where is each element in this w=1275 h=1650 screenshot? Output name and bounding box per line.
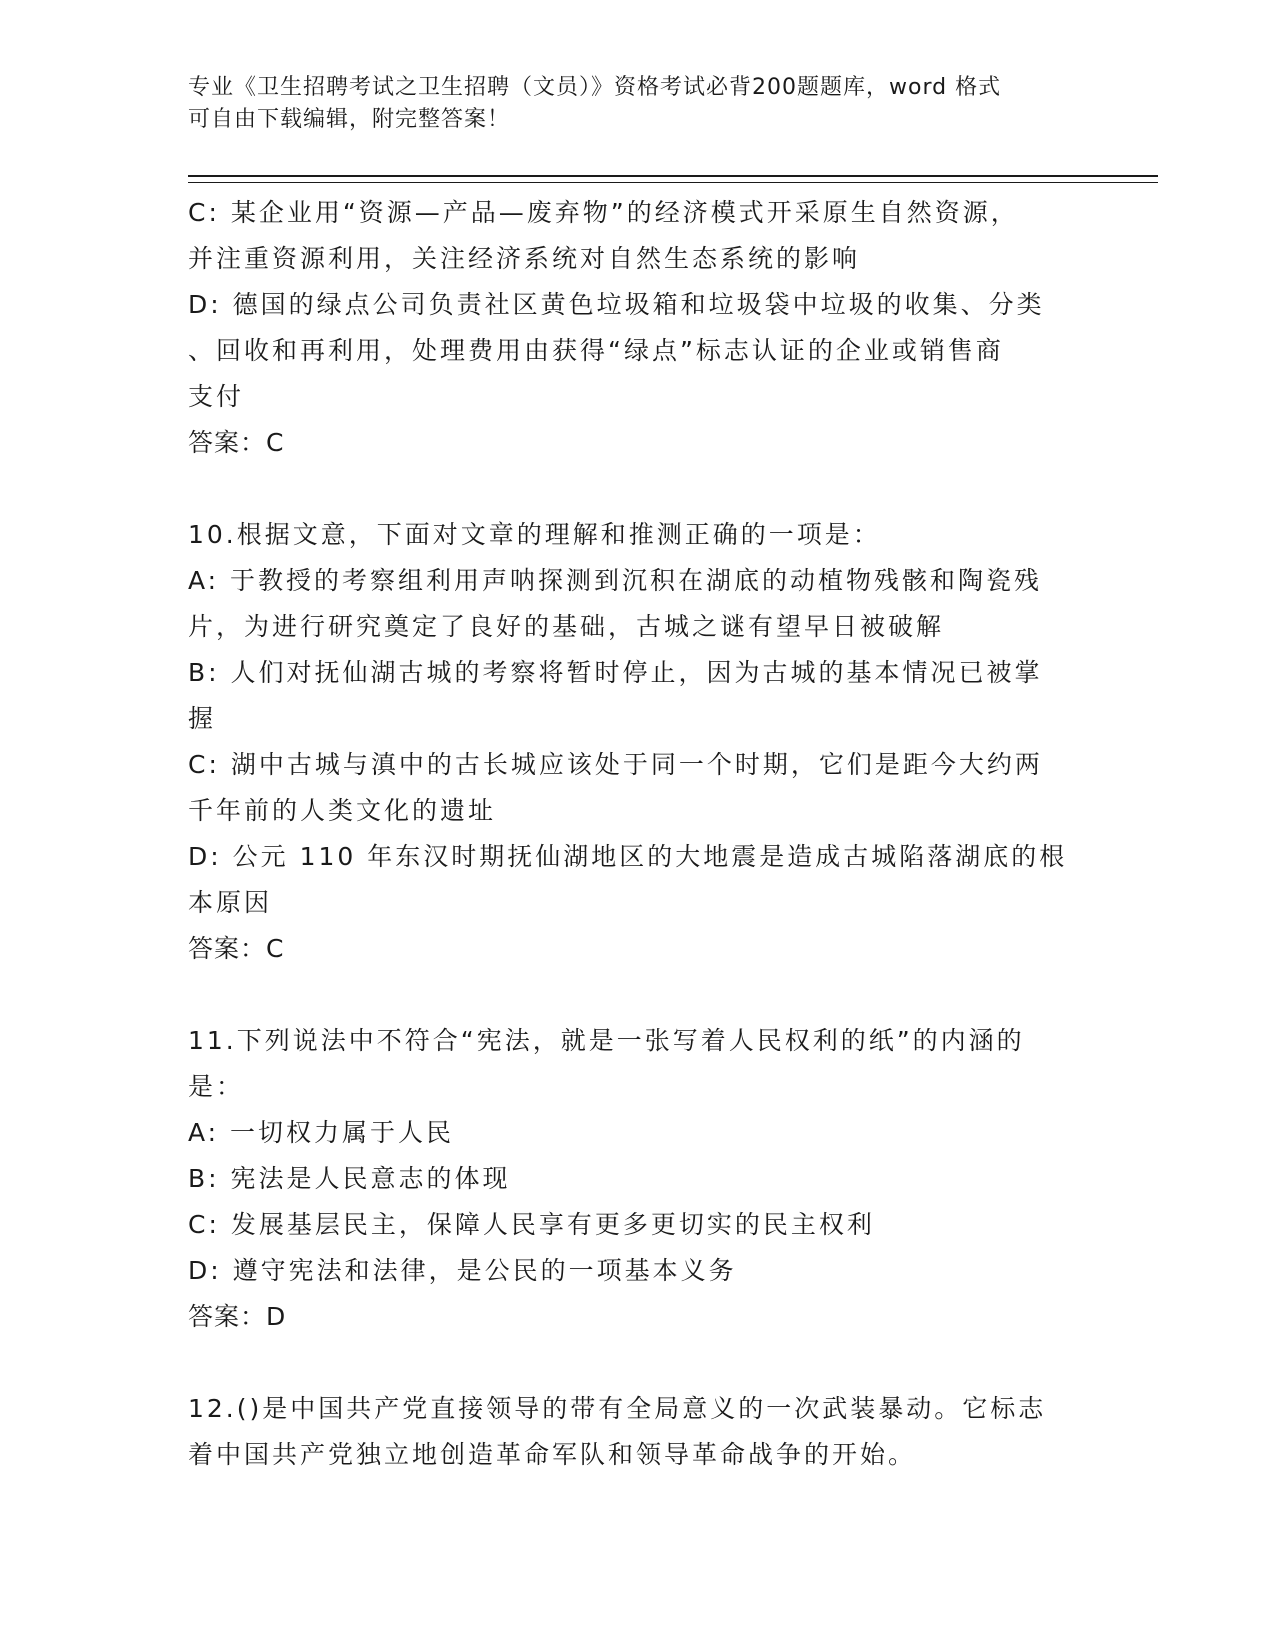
q11-option-c: C: 发展基层民主，保障人民享有更多更切实的民主权利 xyxy=(188,1210,875,1239)
q10-option-c-line-1: C: 湖中古城与滇中的古长城应该处于同一个时期，它们是距今大约两 xyxy=(188,750,1043,779)
spacer xyxy=(188,1340,1088,1386)
q12-question-line-2: 着中国共产党独立地创造革命军队和领导革命战争的开始。 xyxy=(188,1440,917,1469)
q10-question-text: 10.根据文意，下面对文章的理解和推测正确的一项是： xyxy=(188,520,881,549)
header-divider-thin xyxy=(188,182,1158,183)
q11-option-d: D: 遵守宪法和法律，是公民的一项基本义务 xyxy=(188,1256,737,1285)
q10-option-c-line-2: 千年前的人类文化的遗址 xyxy=(188,796,497,825)
document-header xyxy=(188,72,1068,136)
q10-option-b-line-2: 握 xyxy=(188,704,217,733)
q9-option-d-line-3: 支付 xyxy=(188,382,245,411)
header-divider-thick xyxy=(188,175,1158,177)
q11-question-line-2: 是： xyxy=(188,1072,245,1101)
q11-answer: 答案：D xyxy=(188,1302,287,1331)
spacer xyxy=(188,972,1088,1018)
q9-option-c-line-2: 并注重资源利用，关注经济系统对自然生态系统的影响 xyxy=(188,244,861,273)
q9-option-d-line-1: D: 德国的绿点公司负责社区黄色垃圾箱和垃圾袋中垃圾的收集、分类 xyxy=(188,290,1045,319)
question-9-continued xyxy=(188,190,1088,466)
q10-option-d-line-2: 本原因 xyxy=(188,888,273,917)
header-line-1: 专业《卫生招聘考试之卫生招聘（文员）》资格考试必背200题题库，word 格式 xyxy=(188,75,1002,100)
q9-option-c-line-1: C: 某企业用“资源—产品—废弃物”的经济模式开采原生自然资源， xyxy=(188,198,1019,227)
question-content xyxy=(188,190,1088,1478)
q9-option-d-line-2: 、回收和再利用，处理费用由获得“绿点”标志认证的企业或销售商 xyxy=(188,336,1004,365)
q11-option-a: A: 一切权力属于人民 xyxy=(188,1118,455,1147)
q10-answer: 答案：C xyxy=(188,934,285,963)
question-11 xyxy=(188,1018,1088,1340)
q12-question-line-1: 12.()是中国共产党直接领导的带有全局意义的一次武装暴动。它标志 xyxy=(188,1394,1047,1423)
q11-option-b: B: 宪法是人民意志的体现 xyxy=(188,1164,511,1193)
q10-option-b-line-1: B: 人们对抚仙湖古城的考察将暂时停止，因为古城的基本情况已被掌 xyxy=(188,658,1043,687)
q11-question-line-1: 11.下列说法中不符合“宪法，就是一张写着人民权利的纸”的内涵的 xyxy=(188,1026,1025,1055)
header-line-2: 可自由下载编辑，附完整答案！ xyxy=(188,107,511,132)
question-12 xyxy=(188,1386,1088,1478)
q10-option-a-line-2: 片，为进行研究奠定了良好的基础，古城之谜有望早日被破解 xyxy=(188,612,945,641)
question-10 xyxy=(188,512,1088,972)
q9-answer: 答案：C xyxy=(188,428,285,457)
spacer xyxy=(188,466,1088,512)
q10-option-d-line-1: D: 公元 110 年东汉时期抚仙湖地区的大地震是造成古城陷落湖底的根 xyxy=(188,842,1068,871)
q10-option-a-line-1: A: 于教授的考察组利用声呐探测到沉积在湖底的动植物残骸和陶瓷残 xyxy=(188,566,1043,595)
